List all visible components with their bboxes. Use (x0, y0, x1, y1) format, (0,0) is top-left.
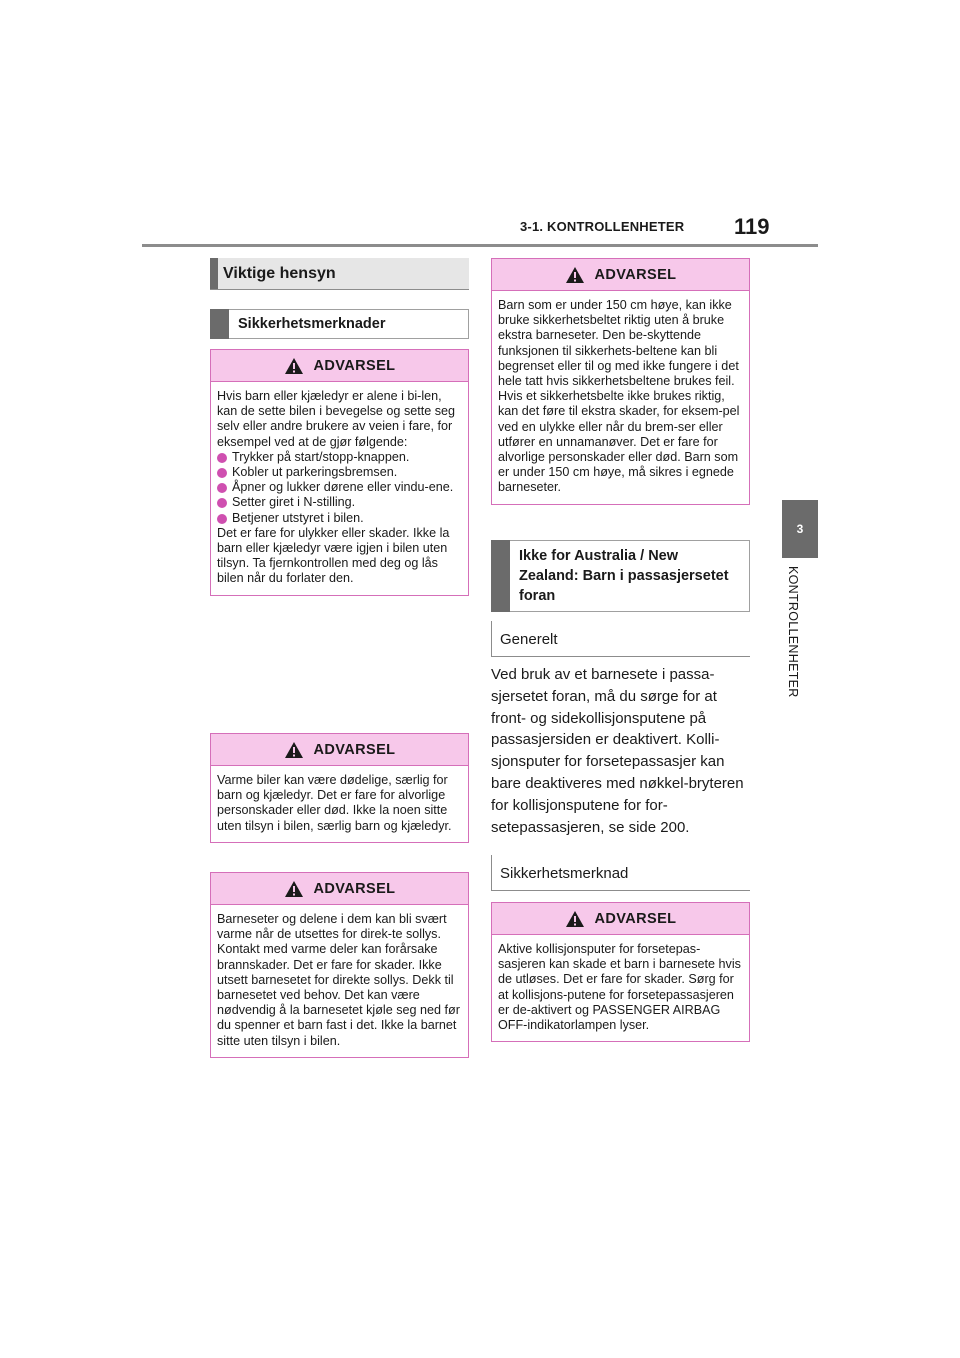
warning-text: Barneseter og delene i dem kan bli svært varme når de utsettes for direk-te sollys. Kontakt med varme deler kan forårsake brannskader. Det er fare for skader. Ikke utsett barnesetet for direkte sollys. Dekk til barnesetet ved behov. Det kan være nødvendig å la barnesetet kjøle seg ned før du spenner et barn fast i det. Ikke la barnet sitte uten tilsyn i bilen. (217, 912, 460, 1048)
general-heading-box (491, 621, 750, 657)
warning-box-hot-child-seats (210, 872, 469, 1058)
warning-intro: Hvis barn eller kjæledyr er alene i bi-len, kan de sette bilen i bevegelse og sette seg selv eller andre brukere av veien i fare, for eksempel ved at de gjør følgende: (217, 389, 456, 449)
warning-triangle-icon (284, 741, 304, 759)
warning-bullet: Kobler ut parkeringsbremsen. (217, 465, 462, 480)
subheading-box (491, 540, 750, 612)
warning-triangle-icon (565, 266, 585, 284)
warning-triangle-icon (284, 880, 304, 898)
warning-box-children-alone (210, 349, 469, 596)
subheading-title: Ikke for Australia / New Zealand: Barn i passasjersetet foran (519, 548, 729, 604)
section-header: 3-1. KONTROLLENHETER (520, 219, 685, 234)
subheading-title: Sikkerhetsmerknader (238, 316, 386, 332)
safety-heading: Sikkerhetsmerknad (491, 855, 750, 891)
safety-heading-box (491, 855, 750, 891)
subheading-box (210, 309, 469, 339)
warning-outro: Det er fare for ulykker eller skader. Ikke la barn eller kjæledyr være igjen i bilen uten tilsyn. Ta fjernkontrollen med deg og lås bilen når du forlater den. (217, 525, 450, 586)
warning-bullet: Åpner og lukker dørene eller vindu-ene. (217, 480, 462, 495)
warning-title: ADVARSEL (313, 357, 396, 374)
section-title: Viktige hensyn (223, 264, 336, 282)
warning-text: Aktive kollisjonsputer for forsetepas-sasjeren kan skade et barn i barnesete hvis de utløses. Det er fare for skader. Sørg for at kollisjons-putene for forsetepassasjeren er de-aktivert og PASSENGER AIRBAG OFF-indikatorlampen lyser. (498, 942, 741, 1033)
warning-text: Varme biler kan være dødelige, særlig for barn og kjæledyr. Det er fare for alvorlige personskader eller død. Ikke la noen sitte uten tilsyn i bilen, særlig barn og kjæledyr. (217, 773, 452, 833)
general-heading: Generelt (491, 621, 750, 657)
warning-triangle-icon (284, 357, 304, 375)
general-body-text: Ved bruk av et barnesete i passa-sjersetet foran, må du sørge for at front- og sidekollisjonsputene på passasjersiden er deaktivert. Kolli-sjonsputer for forsetepassasjer kan bare deaktiveres med nøkkel-bryteren for kollisjonsputene for for-setepassasjeren, se side 200. (491, 666, 744, 836)
warning-title: ADVARSEL (594, 910, 677, 927)
warning-text: Barn som er under 150 cm høye, kan ikke bruke sikkerhetsbeltet riktig uten å bruke ekstra barneseter. Den be-skyttende funksjonen til sikkerhets-beltene kan bli begrenset eller til og med ikke fungere i det hele tatt hvis sikkerhetsbeltene brukes feil. Hvis et sikkerhetsbelte ikke brukes riktig, kan det føre til ekstra skader, for eksem-pel ved en ulykke eller når du brem-ser eller utfører en unnamanøver. Det er fare for alvorlige personskader eller død. Barn som er under 150 cm høye, må sikres i egnede barneseter. (498, 298, 740, 495)
warning-triangle-icon (565, 910, 585, 928)
warning-bullet: Betjener utstyret i bilen. (217, 511, 462, 526)
warning-box-airbag (491, 902, 750, 1042)
section-banner (210, 258, 469, 290)
warning-box-hot-cars (210, 733, 469, 843)
chapter-tab: 3 (782, 500, 818, 558)
page-number: 119 (734, 214, 770, 239)
warning-bullet: Trykker på start/stopp-knappen. (217, 450, 462, 465)
warning-title: ADVARSEL (313, 741, 396, 758)
warning-box-seat-belts (491, 258, 750, 505)
header-rule (142, 244, 818, 247)
chapter-side-label: KONTROLLENHETER (786, 566, 800, 698)
warning-title: ADVARSEL (313, 880, 396, 897)
warning-bullet: Setter giret i N-stilling. (217, 495, 462, 510)
warning-title: ADVARSEL (594, 266, 677, 283)
